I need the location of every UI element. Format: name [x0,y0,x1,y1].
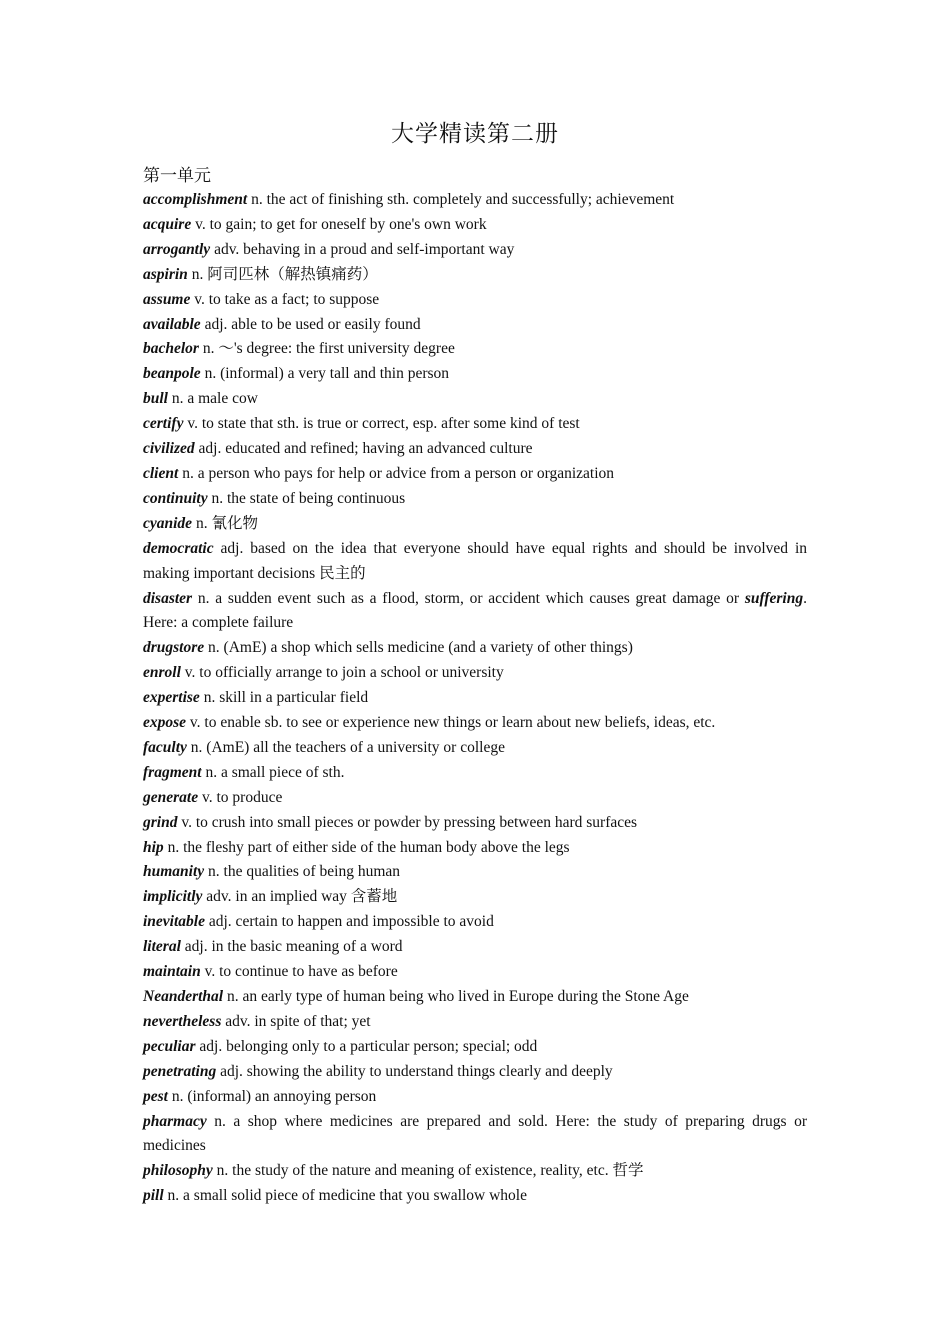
vocab-entry [143,786,807,811]
headword: arrogantly [143,240,211,258]
vocab-entry [143,1010,807,1035]
headword: philosophy [143,1162,213,1180]
definition: n. the act of finishing sth. completely and successfully; achievement [247,191,675,208]
vocab-entry [143,836,807,861]
vocab-entry [143,960,807,985]
headword: pill [143,1187,164,1205]
headword: enroll [143,664,181,682]
definition: n. (AmE) all the teachers of a university or college [186,738,505,756]
definition: adj. able to be used or easily found [200,315,421,333]
definition: n. a small piece of sth. [201,763,345,781]
definition: adv. in an implied way 含蓄地 [202,888,398,906]
definition: n. a person who pays for help or advice from a person or organization [178,464,615,482]
definition: adj. in the basic meaning of a word [180,938,403,956]
definition: n. skill in a particular field [199,689,369,707]
headword: Neanderthal [143,988,224,1005]
headword: cyanide [143,514,193,532]
headword: democratic [143,539,214,557]
vocab-entry [143,362,807,387]
vocab-entry [143,636,807,661]
vocab-entry [143,736,807,761]
headword: humanity [143,863,205,881]
headword: inevitable [143,913,205,931]
headword: bachelor [143,340,199,358]
headword: faculty [143,738,187,756]
document-title: 大学精读第二册 [391,121,559,146]
unit-heading: 第一单元 [143,166,211,185]
definition: n. a small solid piece of medicine that you swallow whole [163,1187,527,1205]
headword: acquire [143,215,192,233]
definition: n. ～'s degree: the first university degree [198,340,455,358]
definition: adv. in spite of that; yet [221,1012,371,1030]
vocab-entry [143,188,807,213]
definition: adj. belonging only to a particular person; special; odd [195,1037,538,1055]
vocab-entry [143,1035,807,1060]
headword: pest [143,1087,168,1105]
headword: peculiar [143,1037,196,1055]
vocab-entry [143,313,807,338]
definition: v. to state that sth. is true or correct, esp. after some kind of test [183,415,580,433]
definition: n. a male cow [167,390,258,408]
definition: adj. showing the ability to understand things clearly and deeply [216,1062,613,1080]
definition: v. to crush into small pieces or powder by pressing between hard surfaces [177,813,638,831]
definition: n. an early type of human being who lived in Europe during the Stone Age [223,988,689,1005]
vocab-entry [143,935,807,960]
definition: n. (informal) an annoying person [167,1087,377,1105]
headword: bull [143,390,168,408]
headword: grind [143,813,178,831]
vocab-entry [143,910,807,935]
definition: n. 氰化物 [192,514,258,532]
vocab-entry [143,512,807,537]
vocab-entry [143,860,807,885]
vocab-entry [143,537,807,587]
headword: certify [143,415,184,433]
vocab-entry [143,761,807,786]
headword: hip [143,838,164,856]
definition: n. the qualities of being human [204,863,401,881]
vocab-entry [143,387,807,412]
definition: adj. educated and refined; having an advanced culture [194,440,533,458]
headword: implicitly [143,888,203,906]
headword: client [143,464,179,482]
headword: expose [143,714,187,732]
definition: v. to produce [198,788,283,806]
vocab-entry [143,1060,807,1085]
definition: v. to officially arrange to join a school or university [180,664,504,682]
definition: adj. certain to happen and impossible to avoid [205,913,494,931]
vocab-entry [143,213,807,238]
headword: beanpole [143,365,201,383]
definition: v. to continue to have as before [200,963,398,981]
vocab-entry [143,1085,807,1110]
vocab-entry [143,238,807,263]
vocab-entry [143,263,807,288]
definition: v. to enable sb. to see or experience new things or learn about new beliefs, ideas, etc. [186,714,716,732]
vocab-entry [143,985,807,1010]
definition: n. (AmE) a shop which sells medicine (and a variety of other things) [204,639,633,657]
headword: fragment [143,763,202,781]
headword: nevertheless [143,1012,222,1030]
definition: v. to gain; to get for oneself by one's own work [191,215,487,233]
vocab-entry [143,462,807,487]
headword: aspirin [143,265,188,283]
vocabulary-list [143,188,807,1209]
vocab-entry [143,1159,807,1184]
headword: expertise [143,689,200,707]
vocab-entry [143,1110,807,1160]
headword: accomplishment [143,191,248,208]
headword: literal [143,938,181,956]
document-page [143,116,807,1209]
headword: disaster [143,589,193,607]
definition: n. a sudden event such as a flood, storm, or accident which causes great damage or [192,589,745,607]
definition: adv. behaving in a proud and self-important way [210,240,515,258]
vocab-entry [143,487,807,512]
vocab-entry [143,711,807,736]
vocab-entry [143,288,807,313]
definition: n. the study of the nature and meaning of existence, reality, etc. 哲学 [212,1162,644,1180]
vocab-entry [143,686,807,711]
definition: v. to take as a fact; to suppose [190,290,380,308]
headword: penetrating [143,1062,217,1080]
definition: n. the fleshy part of either side of the human body above the legs [163,838,570,856]
definition: n. (informal) a very tall and thin person [200,365,450,383]
definition-tail: . Here: a complete failure [143,589,807,632]
vocab-entry [143,661,807,686]
vocab-entry [143,587,807,637]
vocab-entry [143,437,807,462]
vocab-entry [143,885,807,910]
headword: drugstore [143,639,205,657]
headword: generate [143,788,199,806]
vocab-entry [143,811,807,836]
definition: n. 阿司匹林（解热镇痛药） [187,265,378,283]
definition: adj. based on the idea that everyone should have equal rights and should be involved in making important decisions 民主的 [143,539,807,582]
headword: pharmacy [143,1112,207,1130]
headword: assume [143,290,191,308]
vocab-entry [143,412,807,437]
headword: civilized [143,440,195,458]
emphasized-word: suffering [744,589,804,607]
headword: available [143,315,201,333]
vocab-entry [143,1184,807,1209]
definition: n. the state of being continuous [207,489,406,507]
definition: n. a shop where medicines are prepared and sold. Here: the study of preparing drugs or medicines [143,1112,807,1155]
headword: maintain [143,963,201,981]
vocab-entry [143,337,807,362]
headword: continuity [143,489,208,507]
